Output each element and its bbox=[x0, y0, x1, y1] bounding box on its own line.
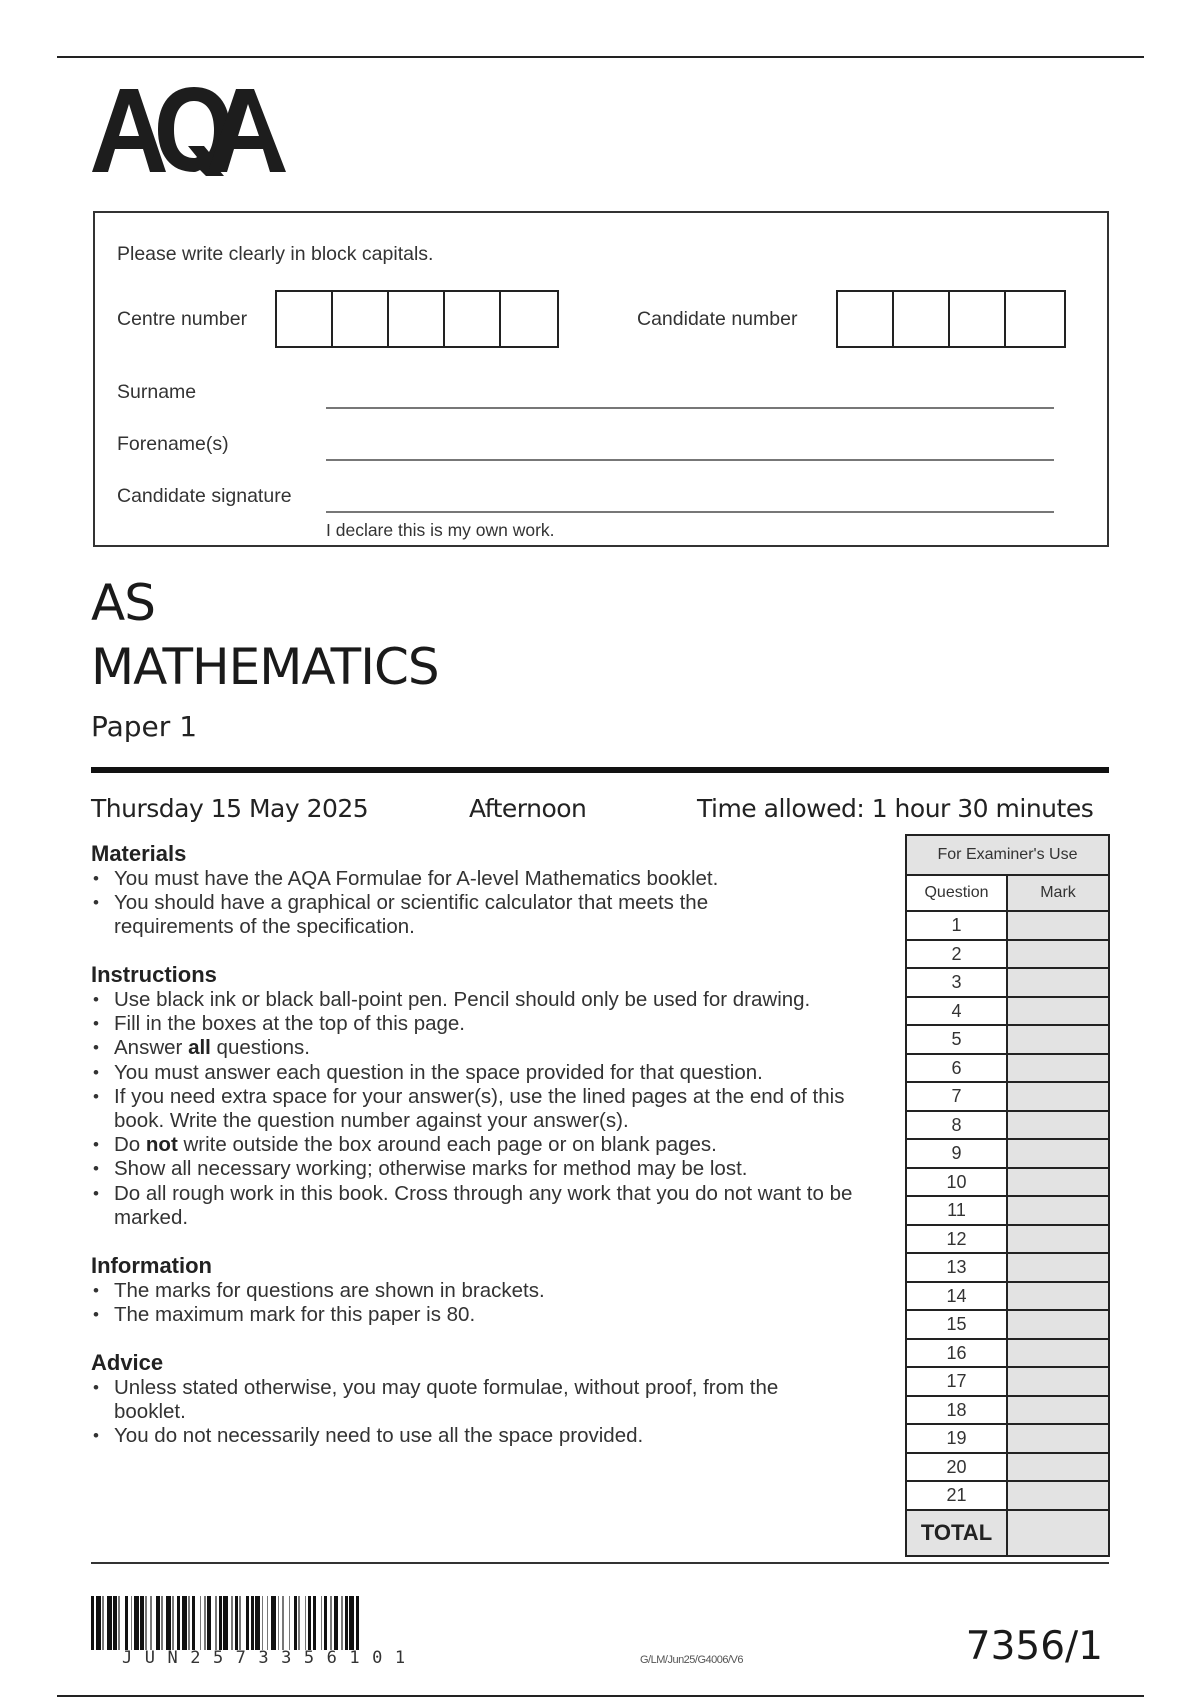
mark-cell bbox=[1007, 940, 1109, 969]
forenames-field[interactable] bbox=[326, 459, 1054, 461]
signature-field[interactable] bbox=[326, 511, 1054, 513]
examiner-row bbox=[906, 1253, 1109, 1282]
advice-item: • Unless stated otherwise, you may quote formulae, without proof, from the booklet. bbox=[91, 1376, 821, 1424]
examiner-row bbox=[906, 1481, 1109, 1510]
question-number: 6 bbox=[906, 1054, 1007, 1083]
declaration-text: I declare this is my own work. bbox=[326, 520, 555, 540]
instructions-item: • Fill in the boxes at the top of this page. bbox=[91, 1012, 891, 1036]
question-number: 17 bbox=[906, 1367, 1007, 1396]
mark-cell bbox=[1007, 1111, 1109, 1140]
mark-cell bbox=[1007, 1225, 1109, 1254]
examiner-row bbox=[906, 1054, 1109, 1083]
question-number: 12 bbox=[906, 1225, 1007, 1254]
information-item: • The maximum mark for this paper is 80. bbox=[91, 1303, 891, 1327]
examiner-row bbox=[906, 1025, 1109, 1054]
materials-section bbox=[91, 841, 811, 940]
candidate-number-digit-box[interactable] bbox=[950, 292, 1006, 346]
mark-cell bbox=[1007, 1396, 1109, 1425]
emphasis-not: not bbox=[145, 1133, 178, 1157]
examiner-row bbox=[906, 1396, 1109, 1425]
aqa-logo bbox=[90, 86, 290, 186]
question-number: 21 bbox=[906, 1481, 1007, 1510]
mark-cell bbox=[1007, 1310, 1109, 1339]
question-number: 2 bbox=[906, 940, 1007, 969]
centre-number-input[interactable] bbox=[275, 290, 559, 348]
mark-cell bbox=[1007, 1054, 1109, 1083]
examiner-row bbox=[906, 1111, 1109, 1140]
information-item: • The marks for questions are shown in brackets. bbox=[91, 1279, 891, 1303]
materials-item: • You should have a graphical or scientific calculator that meets the requirements of the specification. bbox=[91, 891, 811, 939]
question-number: 7 bbox=[906, 1082, 1007, 1111]
question-number: 14 bbox=[906, 1282, 1007, 1311]
instructions-heading: Instructions bbox=[91, 962, 217, 987]
mark-cell bbox=[1007, 911, 1109, 940]
centre-number-label: Centre number bbox=[117, 308, 248, 330]
paper-number: Paper 1 bbox=[91, 710, 198, 743]
question-number: 13 bbox=[906, 1253, 1007, 1282]
question-number: 5 bbox=[906, 1025, 1007, 1054]
document-reference: G/LM/Jun25/G4006/V6 bbox=[640, 1654, 744, 1666]
footer-rule bbox=[91, 1562, 1109, 1564]
mark-cell bbox=[1007, 1196, 1109, 1225]
candidate-number-digit-box[interactable] bbox=[838, 292, 894, 346]
block-capitals-note: Please write clearly in block capitals. bbox=[117, 243, 434, 265]
mark-cell bbox=[1007, 1367, 1109, 1396]
paper-code: 7356/1 bbox=[965, 1624, 1103, 1669]
instructions-item: • You must answer each question in the space provided for that question. bbox=[91, 1061, 891, 1085]
question-number: 4 bbox=[906, 997, 1007, 1026]
examiner-row bbox=[906, 1196, 1109, 1225]
advice-section bbox=[91, 1350, 821, 1449]
mark-cell bbox=[1007, 1481, 1109, 1510]
instructions-item: • Show all necessary working; otherwise marks for method may be lost. bbox=[91, 1157, 891, 1181]
centre-number-digit-box[interactable] bbox=[333, 292, 389, 346]
question-number: 20 bbox=[906, 1453, 1007, 1482]
examiner-row bbox=[906, 997, 1109, 1026]
candidate-number-input[interactable] bbox=[836, 290, 1066, 348]
instructions-item bbox=[91, 1036, 891, 1060]
time-allowed: Time allowed: 1 hour 30 minutes bbox=[697, 794, 1094, 823]
materials-heading: Materials bbox=[91, 841, 187, 866]
question-number: 15 bbox=[906, 1310, 1007, 1339]
qualification-level: AS bbox=[91, 574, 155, 632]
text-fragment: write outside the box around each page or on blank pages. bbox=[177, 1133, 717, 1157]
mark-column-header: Mark bbox=[1007, 875, 1109, 911]
mark-cell bbox=[1007, 1253, 1109, 1282]
instructions-item: • If you need extra space for your answer(s), use the lined pages at the end of this book. Write the question number against your answer(s). bbox=[91, 1085, 881, 1133]
mark-cell bbox=[1007, 1339, 1109, 1368]
examiner-use-title: For Examiner's Use bbox=[906, 835, 1109, 875]
advice-heading: Advice bbox=[91, 1350, 164, 1375]
examiner-row bbox=[906, 1282, 1109, 1311]
mark-cell bbox=[1007, 968, 1109, 997]
barcode-icon bbox=[91, 1596, 474, 1650]
exam-date: Thursday 15 May 2025 bbox=[91, 794, 369, 823]
centre-number-digit-box[interactable] bbox=[501, 292, 557, 346]
text-fragment: Answer bbox=[114, 1036, 189, 1060]
candidate-number-digit-box[interactable] bbox=[1006, 292, 1064, 346]
materials-item: • You must have the AQA Formulae for A-level Mathematics booklet. bbox=[91, 867, 811, 891]
examiner-use-table bbox=[905, 834, 1110, 1557]
centre-number-digit-box[interactable] bbox=[389, 292, 445, 346]
mark-cell bbox=[1007, 1025, 1109, 1054]
total-mark-cell bbox=[1007, 1510, 1109, 1556]
instructions-item: • Use black ink or black ball-point pen. Pencil should only be used for drawing. bbox=[91, 988, 891, 1012]
advice-item: • You do not necessarily need to use all the space provided. bbox=[91, 1424, 821, 1448]
examiner-row bbox=[906, 940, 1109, 969]
examiner-row bbox=[906, 1453, 1109, 1482]
examiner-row bbox=[906, 1139, 1109, 1168]
centre-number-digit-box[interactable] bbox=[277, 292, 333, 346]
examiner-row bbox=[906, 1168, 1109, 1197]
candidate-details-box bbox=[93, 211, 1109, 547]
question-number: 11 bbox=[906, 1196, 1007, 1225]
mark-cell bbox=[1007, 1139, 1109, 1168]
bottom-rule bbox=[57, 1695, 1144, 1697]
examiner-row bbox=[906, 1082, 1109, 1111]
mark-cell bbox=[1007, 1282, 1109, 1311]
examiner-row bbox=[906, 1367, 1109, 1396]
subject-title: MATHEMATICS bbox=[91, 638, 439, 696]
question-number: 3 bbox=[906, 968, 1007, 997]
centre-number-digit-box[interactable] bbox=[445, 292, 501, 346]
surname-field[interactable] bbox=[326, 407, 1054, 409]
information-heading: Information bbox=[91, 1253, 212, 1278]
mark-cell bbox=[1007, 1168, 1109, 1197]
total-label: TOTAL bbox=[906, 1510, 1007, 1556]
mark-cell bbox=[1007, 997, 1109, 1026]
instructions-item bbox=[91, 1133, 891, 1157]
question-number: 9 bbox=[906, 1139, 1007, 1168]
emphasis-all: all bbox=[188, 1036, 211, 1060]
surname-label: Surname bbox=[117, 381, 197, 403]
text-fragment: questions. bbox=[210, 1036, 311, 1060]
question-number: 19 bbox=[906, 1424, 1007, 1453]
exam-session: Afternoon bbox=[469, 794, 587, 823]
examiner-row bbox=[906, 1339, 1109, 1368]
mark-cell bbox=[1007, 1453, 1109, 1482]
examiner-row bbox=[906, 1424, 1109, 1453]
text-fragment: Do bbox=[114, 1133, 146, 1157]
question-number: 18 bbox=[906, 1396, 1007, 1425]
top-rule bbox=[57, 56, 1144, 58]
question-number: 10 bbox=[906, 1168, 1007, 1197]
title-divider bbox=[91, 767, 1109, 773]
instructions-item: • Do all rough work in this book. Cross through any work that you do not want to be marked. bbox=[91, 1182, 881, 1230]
information-section bbox=[91, 1253, 891, 1327]
barcode-text: JUN2573356101 bbox=[122, 1648, 418, 1668]
forenames-label: Forename(s) bbox=[117, 433, 229, 455]
examiner-row bbox=[906, 968, 1109, 997]
mark-cell bbox=[1007, 1082, 1109, 1111]
question-column-header: Question bbox=[906, 875, 1007, 911]
candidate-number-label: Candidate number bbox=[637, 308, 798, 330]
instructions-section bbox=[91, 962, 891, 1230]
examiner-row bbox=[906, 1310, 1109, 1339]
candidate-number-digit-box[interactable] bbox=[894, 292, 950, 346]
question-number: 8 bbox=[906, 1111, 1007, 1140]
question-number: 1 bbox=[906, 911, 1007, 940]
mark-cell bbox=[1007, 1424, 1109, 1453]
examiner-row bbox=[906, 911, 1109, 940]
signature-label: Candidate signature bbox=[117, 485, 292, 507]
examiner-rows bbox=[906, 911, 1109, 1510]
question-number: 16 bbox=[906, 1339, 1007, 1368]
examiner-row bbox=[906, 1225, 1109, 1254]
